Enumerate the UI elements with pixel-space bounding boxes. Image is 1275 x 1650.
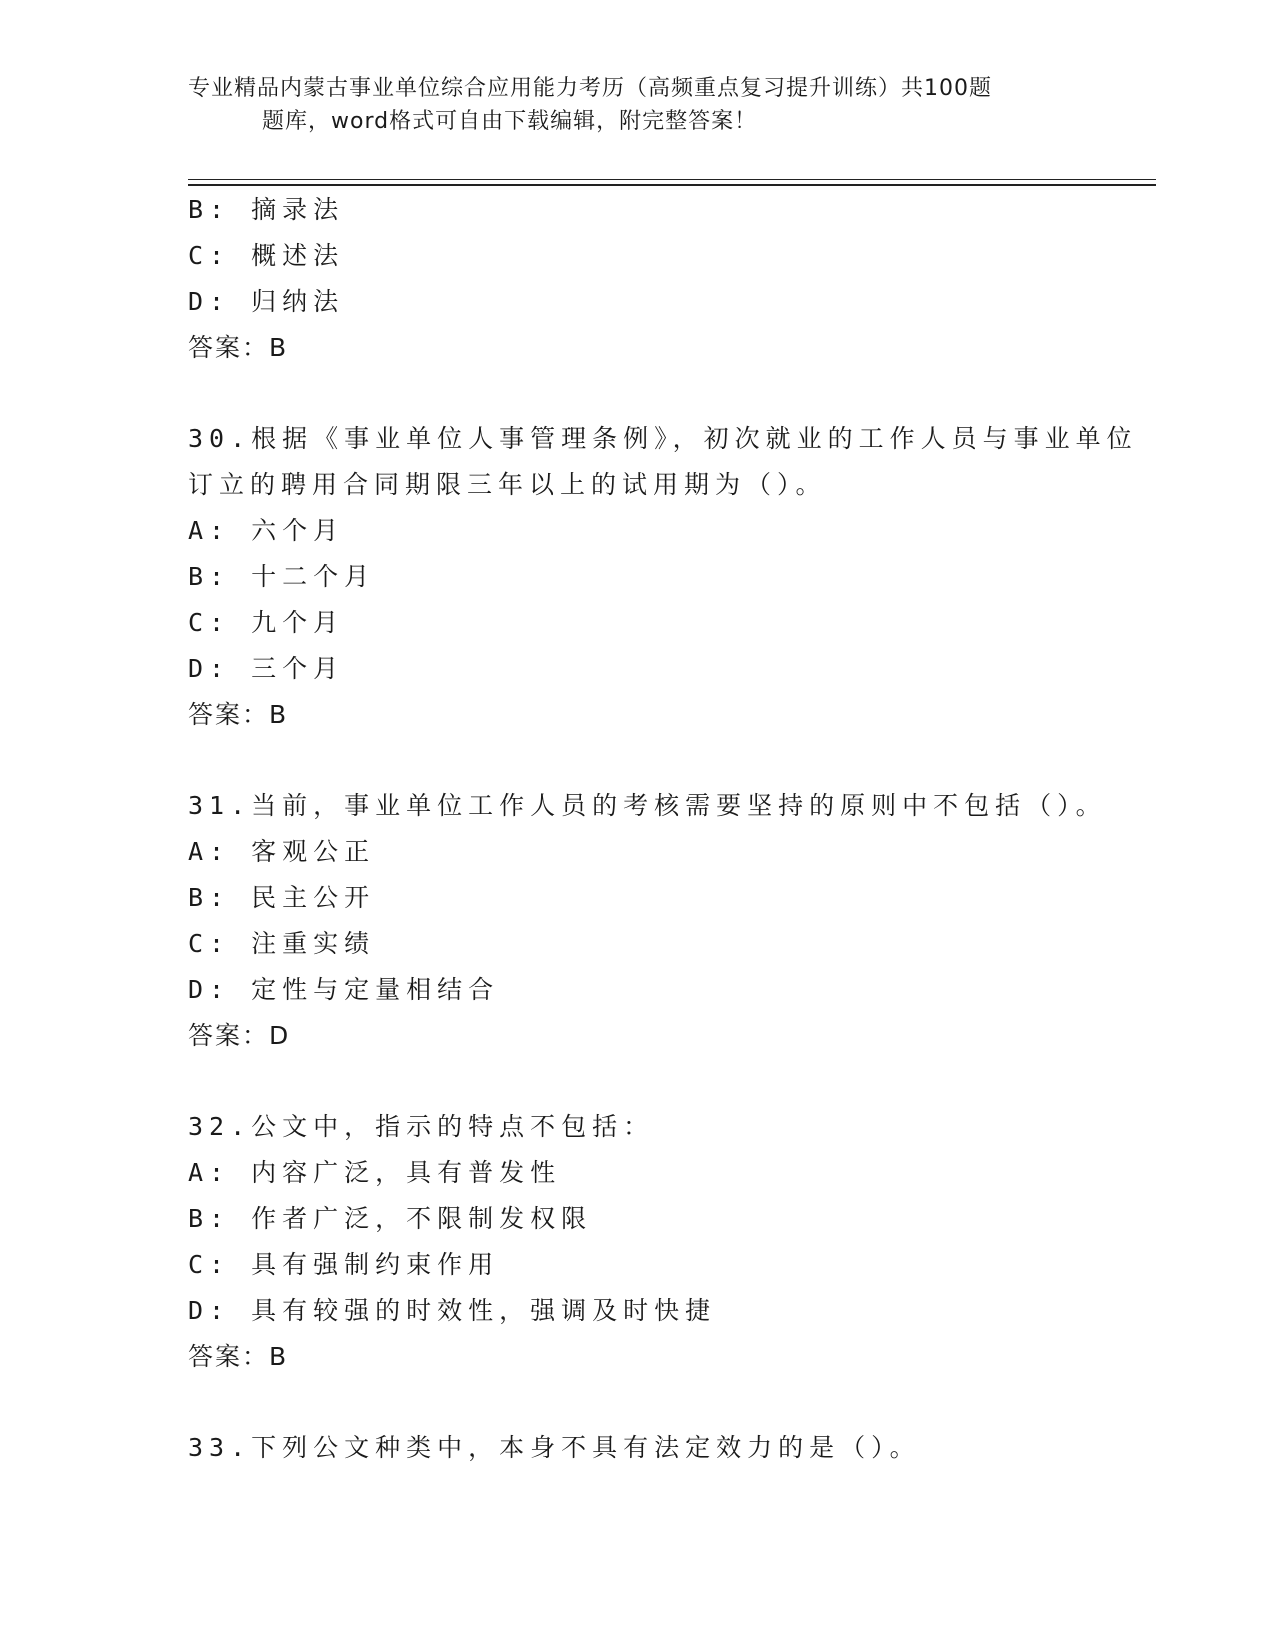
answer-line: 答案：B bbox=[188, 1342, 289, 1371]
question-stem: 32.公文中，指示的特点不包括： bbox=[188, 1112, 655, 1141]
header-title-line-1: 专业精品内蒙古事业单位综合应用能力考历（高频重点复习提升训练）共100题 bbox=[188, 76, 992, 101]
header-divider-thick bbox=[188, 184, 1156, 186]
option-c: C: 具有强制约束作用 bbox=[188, 1250, 500, 1279]
option-c: C: 注重实绩 bbox=[188, 929, 376, 958]
spacer bbox=[188, 371, 1088, 416]
answer-line: 答案：B bbox=[188, 333, 289, 362]
question-block-31 bbox=[188, 783, 1107, 1059]
option-b: B: 摘录法 bbox=[188, 195, 345, 224]
question-stem-continued: 订立的聘用合同期限三年以上的试用期为（）。 bbox=[188, 470, 827, 499]
question-content bbox=[188, 187, 1138, 1471]
option-b: B: 民主公开 bbox=[188, 883, 376, 912]
option-c: C: 九个月 bbox=[188, 608, 345, 637]
question-block-30 bbox=[188, 416, 1138, 738]
option-d: D: 定性与定量相结合 bbox=[188, 975, 500, 1004]
question-block-33 bbox=[188, 1425, 1088, 1471]
option-b: B: 作者广泛，不限制发权限 bbox=[188, 1204, 593, 1233]
spacer bbox=[188, 1059, 1088, 1104]
spacer bbox=[188, 1380, 1088, 1425]
option-a: A: 内容广泛，具有普发性 bbox=[188, 1158, 562, 1187]
option-c: C: 概述法 bbox=[188, 241, 345, 270]
question-stem: 33.下列公文种类中，本身不具有法定效力的是（）。 bbox=[188, 1433, 921, 1462]
option-a: A: 六个月 bbox=[188, 516, 345, 545]
header-divider-thin bbox=[188, 179, 1156, 180]
option-a: A: 客观公正 bbox=[188, 837, 376, 866]
option-b: B: 十二个月 bbox=[188, 562, 376, 591]
option-d: D: 三个月 bbox=[188, 654, 345, 683]
option-d: D: 具有较强的时效性，强调及时快捷 bbox=[188, 1296, 717, 1325]
header-title-line-2: 题库，word格式可自由下载编辑，附完整答案！ bbox=[262, 109, 758, 134]
question-stem: 30.根据《事业单位人事管理条例》，初次就业的工作人员与事业单位 bbox=[188, 424, 1138, 453]
question-stem: 31.当前，事业单位工作人员的考核需要坚持的原则中不包括（）。 bbox=[188, 791, 1107, 820]
spacer bbox=[188, 738, 1088, 783]
answer-line: 答案：B bbox=[188, 700, 289, 729]
question-block-prev bbox=[188, 187, 1088, 371]
option-d: D: 归纳法 bbox=[188, 287, 345, 316]
document-header bbox=[188, 72, 1068, 138]
question-block-32 bbox=[188, 1104, 1088, 1380]
answer-line: 答案：D bbox=[188, 1021, 291, 1050]
